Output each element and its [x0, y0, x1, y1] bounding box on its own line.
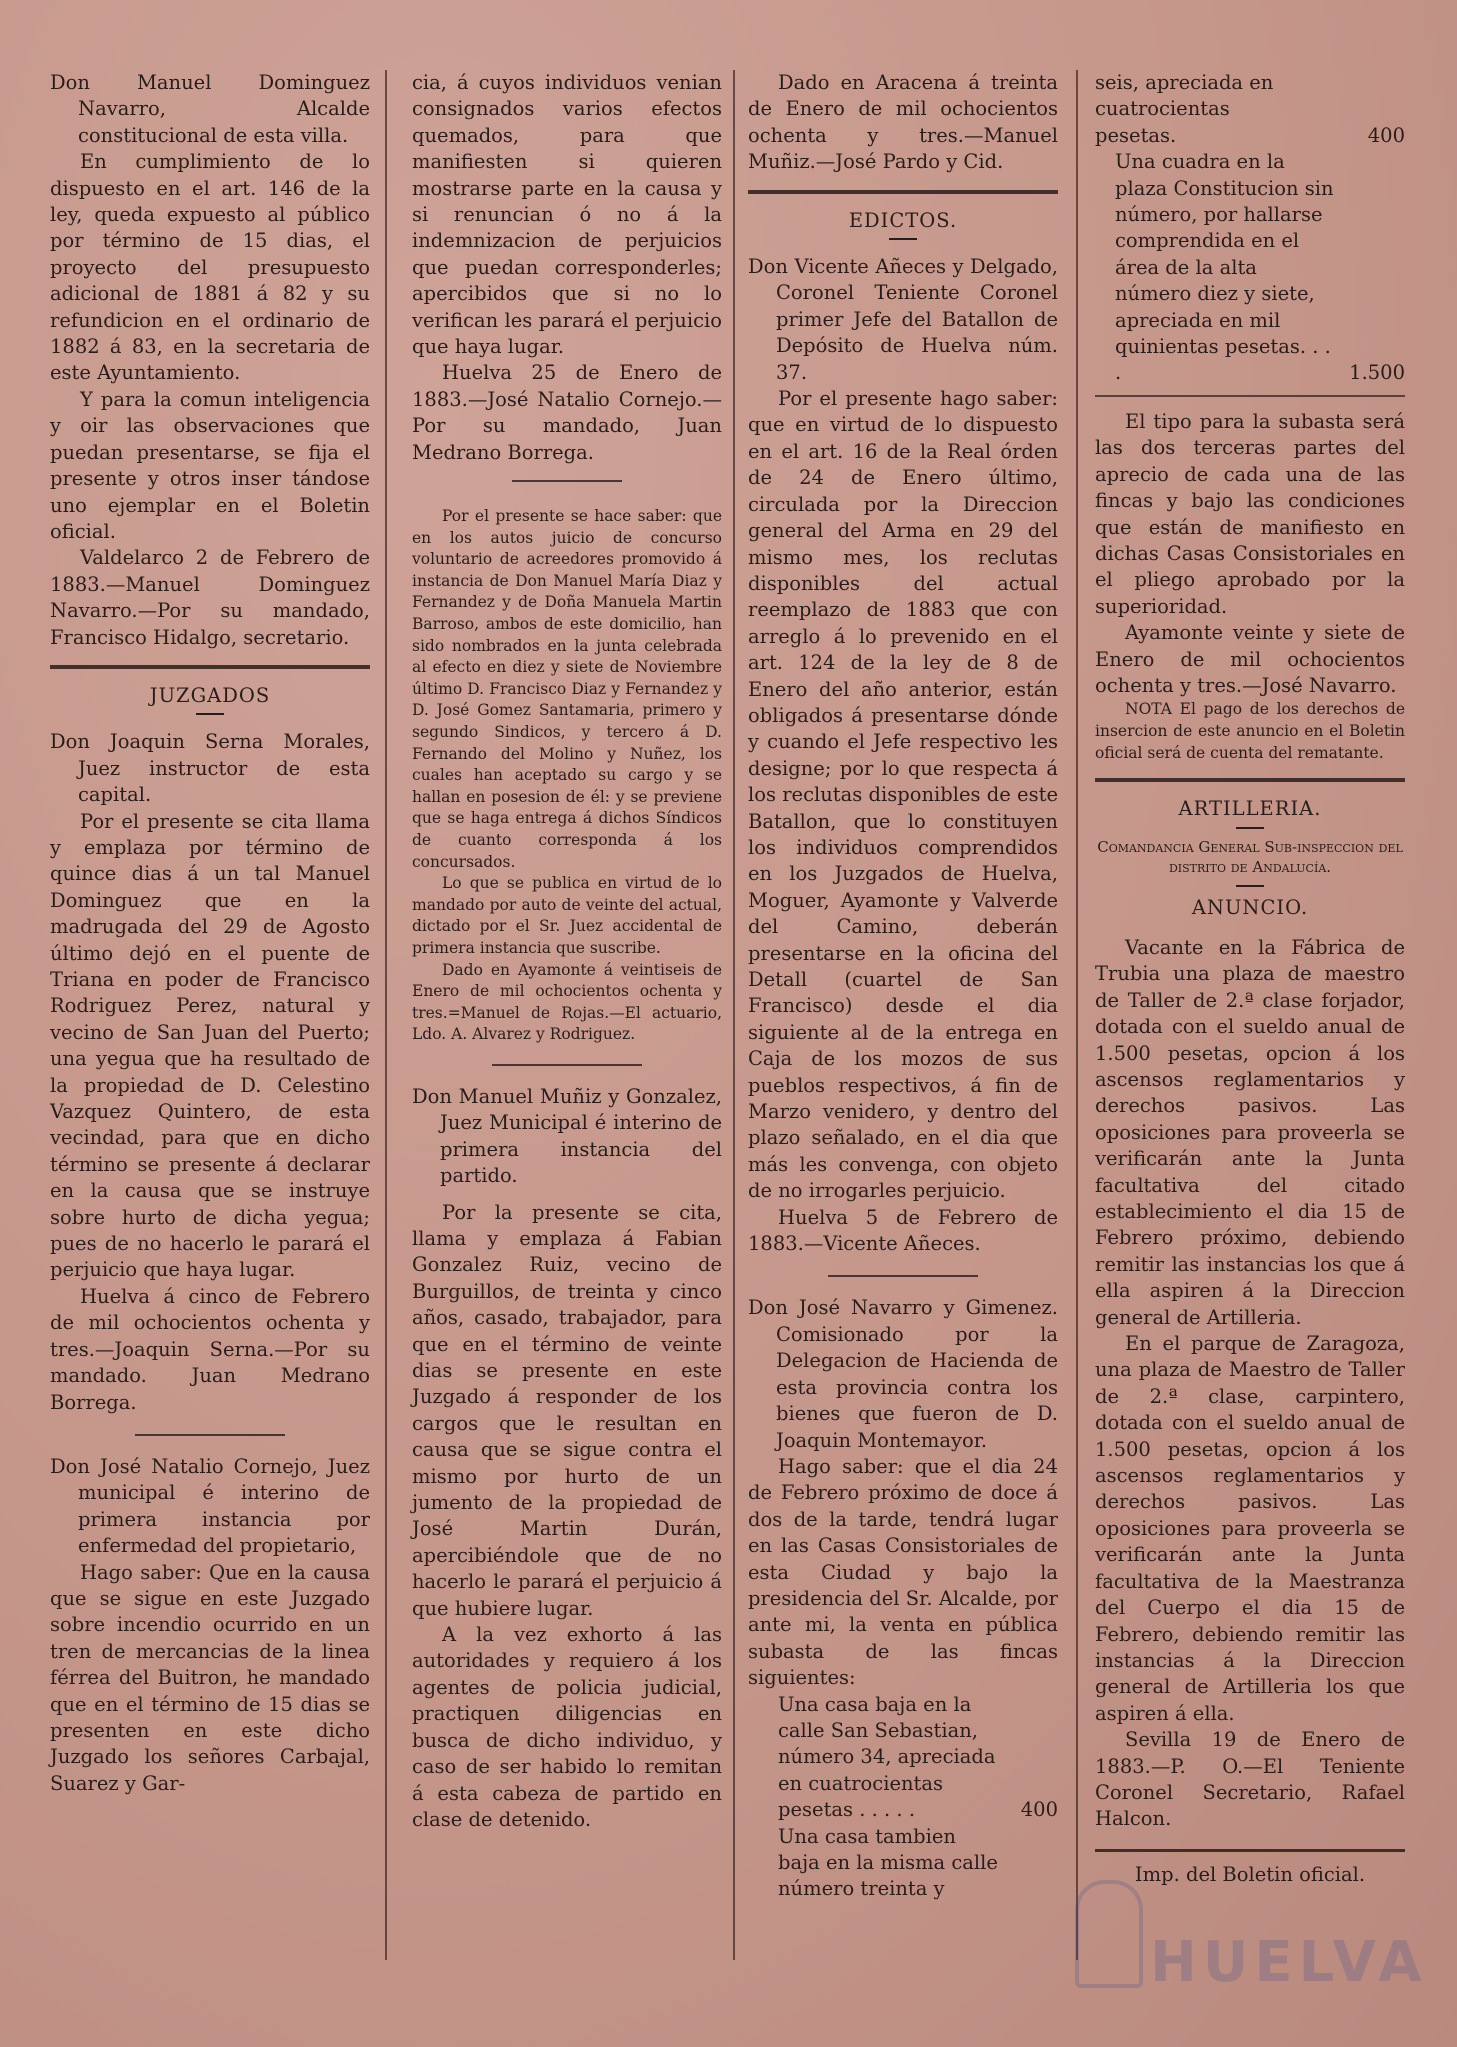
section-heading: EDICTOS.: [848, 208, 958, 232]
column-3: [748, 70, 1058, 1903]
column-rule: [733, 70, 735, 1960]
watermark-text: HUELVA: [1150, 1930, 1428, 1995]
imprint: Imp. del Boletin oficial.: [1134, 1862, 1366, 1886]
divider: [1095, 395, 1405, 397]
heading-dash: [889, 238, 917, 240]
signature-line: Dado en Aracena á treinta de Enero de mil ochocientos ochenta y tres.—Manuel Muñiz.—José Pardo y Cid.: [748, 71, 1058, 174]
paragraph: El tipo para la subasta será las dos terceras partes del aprecio de cada una de las fincas y bajo las condiciones que están de manifiesto en dichas Casas Consistoriales en el pliego aprobado por la superioridad.: [1095, 409, 1405, 618]
property-description: Una cuadra en la plaza Constitucion sin número, por hallarse comprendida en el área de la alta número diez y siete, apreciada en mil quinientas pesetas. . . .: [1115, 150, 1334, 385]
property-item: [1095, 149, 1405, 387]
signature-line: Valdelarco 2 de Febrero de 1883.—Manuel Dominguez Navarro.—Por su mandado, Francisco Hidalgo, secretario.: [50, 546, 370, 649]
section-rule: [748, 190, 1058, 194]
column-4: [1095, 70, 1405, 1888]
section-rule: [50, 665, 370, 669]
signature-line: Dado en Ayamonte á veintiseis de Enero de mil ochocientos ochenta y tres.=Manuel de Rojas.—El actuario, Ldo. A. Alvarez y Rodriguez.: [412, 960, 722, 1044]
notice-header: Don José Natalio Cornejo, Juez municipal é interino de primera instancia por enfermedad del propietario,: [50, 1454, 370, 1558]
property-price: 400: [1020, 1798, 1058, 1822]
notice-header: Don Manuel Muñiz y Gonzalez, Juez Municipal é interino de primera instancia del partido.: [412, 1084, 722, 1188]
signature-line: Huelva 25 de Enero de 1883.—José Natalio Cornejo.—Por su mandado, Juan Medrano Borrega.: [412, 361, 722, 464]
paragraph: A la vez exhorto á las autoridades y requiero á los agentes de policia judicial, practiquen diligencias en busca de dicho individuo, y caso de ser habido lo remitan á esta cabeza de partido en clase de detenido.: [412, 1623, 722, 1831]
note: NOTA El pago de los derechos de insercion de este anuncio en el Boletin oficial será de cuenta del rematante.: [1095, 700, 1405, 762]
seal-icon: [1075, 1880, 1143, 1988]
ornament-rule: [135, 1434, 285, 1436]
column-rule: [385, 70, 387, 1960]
signature-line: Ayamonte veinte y siete de Enero de mil ochocientos ochenta y tres.—José Navarro.: [1095, 621, 1405, 697]
paragraph: Lo que se publica en virtud de lo mandado por auto de veinte del actual, dictado por el Sr. Juez accidental de primera instancia que suscribe.: [412, 874, 722, 957]
signature-line: Sevilla 19 de Enero de 1883.—P. O.—El Teniente Coronel Secretario, Rafael Halcon.: [1095, 1728, 1405, 1831]
notice-header: Don José Navarro y Gimenez. Comisionado por la Delegacion de Hacienda de esta provincia contra los bienes que fueron de D. Joaquin Montemayor.: [748, 1296, 1058, 1452]
notice-header: Don Joaquin Serna Morales, Juez instructor de esta capital.: [50, 730, 370, 807]
heading-dash: [196, 713, 224, 715]
heading-dash: [1236, 827, 1264, 829]
property-item: [748, 1824, 1058, 1903]
column-2: [412, 70, 722, 1833]
column-rule: [1076, 70, 1078, 1960]
property-price: 1.500: [1349, 361, 1405, 385]
property-description: seis, apreciada en cuatrocientas pesetas.: [1095, 71, 1274, 147]
notice-header: Don Manuel Dominguez Navarro, Alcalde constitucional de esta villa.: [50, 71, 370, 147]
paragraph: cia, á cuyos individuos venian consignados varios efectos quemados, para que manifiesten si quieren mostrarse parte en la causa y si renuncian ó no á la indemnizacion de perjuicios que puedan corresponderles; apercibidos que si no lo verifican les parará el perjuicio que haya lugar.: [412, 71, 722, 359]
signature-line: Huelva 5 de Febrero de 1883.—Vicente Añeces.: [748, 1205, 1058, 1256]
paragraph: Y para la comun inteligencia y oir las observaciones que puedan presentarse, se fija el presente y otros inser tándose uno ejemplar en el Boletin oficial.: [50, 387, 370, 543]
property-item: [1095, 70, 1405, 149]
ornament-rule: [828, 1275, 978, 1277]
section-rule: [1095, 778, 1405, 782]
property-description: Una casa baja en la calle San Sebastian, número 34, apreciada en cuatrocientas pesetas . . . . .: [778, 1692, 996, 1822]
archive-watermark: [1040, 1880, 1428, 2010]
paragraph: Por el presente se cita llama y emplaza por término de quince dias á un tal Manuel Dominguez que en la madrugada del 29 de Agosto último dejó en el puente de Triana en poder de Francisco Rodriguez Perez, natural y vecino de San Juan del Puerto; una yegua que ha resultado de la propiedad de D. Celestino Vazquez Quintero, de esta vecindad, para que en dicho término se presente á declarar en la causa que se instruye sobre hurto de dicha yegua; pues de no hacerlo le parará el perjuicio que haya lugar.: [50, 809, 370, 1282]
section-rule: [1095, 1849, 1405, 1852]
section-heading: ARTILLERIA.: [1178, 797, 1322, 821]
notice-header: Don Vicente Añeces y Delgado, Coronel Teniente Coronel primer Jefe del Batallon de Depósito de Huelva núm. 37.: [748, 255, 1058, 384]
signature-line: Huelva á cinco de Febrero de mil ochocientos ochenta y tres.—Joaquin Serna.—Por su mandado. Juan Medrano Borrega.: [50, 1284, 370, 1414]
section-heading: JUZGADOS: [149, 683, 271, 707]
section-subheading: Comandancia General Sub-inspeccion del distrito de Andalucía.: [1097, 837, 1403, 876]
paragraph: En cumplimiento de lo dispuesto en el art. 146 de la ley, queda expuesto al público por término de 15 dias, el proyecto del presupuesto adicional de 1881 á 82 y su refundicion en el ordinario de 1882 á 83, en la secretaria de este Ayuntamiento.: [50, 150, 370, 385]
property-description: Una casa tambien baja en la misma calle número treinta y: [778, 1824, 998, 1901]
property-price: 400: [1367, 123, 1405, 147]
paragraph: Por la presente se cita, llama y emplaza á Fabian Gonzalez Ruiz, vecino de Burguillos, de treinta y cinco años, casado, trabajador, para que en el término de veinte dias se presente en este Juzgado á responder de los cargos que le resultan en causa que se sigue contra el mismo por hurto de un jumento de la propiedad de José Martin Durán, apercibiéndole que de no hacerlo le parará el perjuicio á que hubiere lugar.: [412, 1200, 722, 1620]
property-item: [748, 1692, 1058, 1824]
paragraph: Por el presente se hace saber: que en los autos juicio de concurso voluntario de acreedores promovido á instancia de Don Manuel María Diaz y Fernandez y de Doña Manuela Martin Barroso, ambos de este domicilio, han sido nombrados en la junta celebrada al efecto en diez y siete de Noviembre último D. Francisco Diaz y Fernandez y D. José Gomez Santamaria, primero y segundo Sindicos, y tercero á D. Fernando del Molino y Nuñez, los cuales han aceptado su cargo y se hallan en posesion de él: y se previene que se haga entrega á dichos Síndicos de cuanto corresponda á los concursados.: [412, 507, 722, 871]
paragraph: Vacante en la Fábrica de Trubia una plaza de maestro de Taller de 2.ª clase forjador, dotada con el sueldo anual de 1.500 pesetas, opcion á los ascensos reglamentarios y derechos pasivos. Las oposiciones para proveerla se verificarán ante la Junta facultativa del citado establecimiento el dia 15 de Febrero próximo, debiendo remitir las instancias los que á ella aspiren á la Direccion general de Artilleria.: [1095, 935, 1405, 1329]
paragraph: Por el presente hago saber: que en virtud de lo dispuesto en el art. 16 de la Real órden de 24 de Enero último, circulada por la Direccion general del Arma en 29 del mismo mes, los reclutas disponibles del actual reemplazo de 1883 que con arreglo á lo prevenido en el art. 124 de la ley de 8 de Enero del año anterior, están obligados á presentarse dónde y cuando el Jefe respectivo les designe; por lo que respecta á los reclutas disponibles de este Batallon, que lo constituyen los individuos comprendidos en los Juzgados de Huelva, Moguer, Ayamonte y Valverde del Camino, deberán presentarse en la oficina del Detall (cuartel de San Francisco) desde el dia siguiente al de la entrega en Caja de los mozos de sus pueblos respectivos, á fin de Marzo venidero, y dentro del plazo señalado, en el dia que más les convenga, con objeto de no irrogarles perjuicio.: [748, 387, 1058, 1203]
paragraph: Hago saber: Que en la causa que se sigue en este Juzgado sobre incendio ocurrido en un tren de mercancias de la linea férrea del Buitron, he mandado que en el término de 15 dias se presenten en este dicho Juzgado los señores Carbajal, Suarez y Gar-: [50, 1560, 370, 1795]
section-heading: ANUNCIO.: [1191, 895, 1309, 919]
paragraph: En el parque de Zaragoza, una plaza de Maestro de Taller de 2.ª clase, carpintero, dotada con el sueldo anual de 1.500 pesetas, opcion á los ascensos reglamentarios y derechos pasivos. Las oposiciones para proveerla se verificarán ante la Junta facultativa de la Maestranza del Cuerpo el dia 15 de Febrero, debiendo remitir las instancias á la Direccion general de Artilleria los que aspiren á ella.: [1095, 1332, 1405, 1725]
ornament-rule: [492, 1064, 642, 1066]
paragraph: Hago saber: que el dia 24 de Febrero próximo de doce á dos de la tarde, tendrá lugar en las Casas Consistoriales de esta Ciudad y bajo la presidencia del Sr. Alcalde, por ante mi, la venta en pública subasta de las fincas siguientes:: [748, 1454, 1058, 1690]
ornament-rule: [512, 480, 622, 482]
heading-dash: [1236, 885, 1264, 887]
column-1: [50, 70, 370, 1797]
